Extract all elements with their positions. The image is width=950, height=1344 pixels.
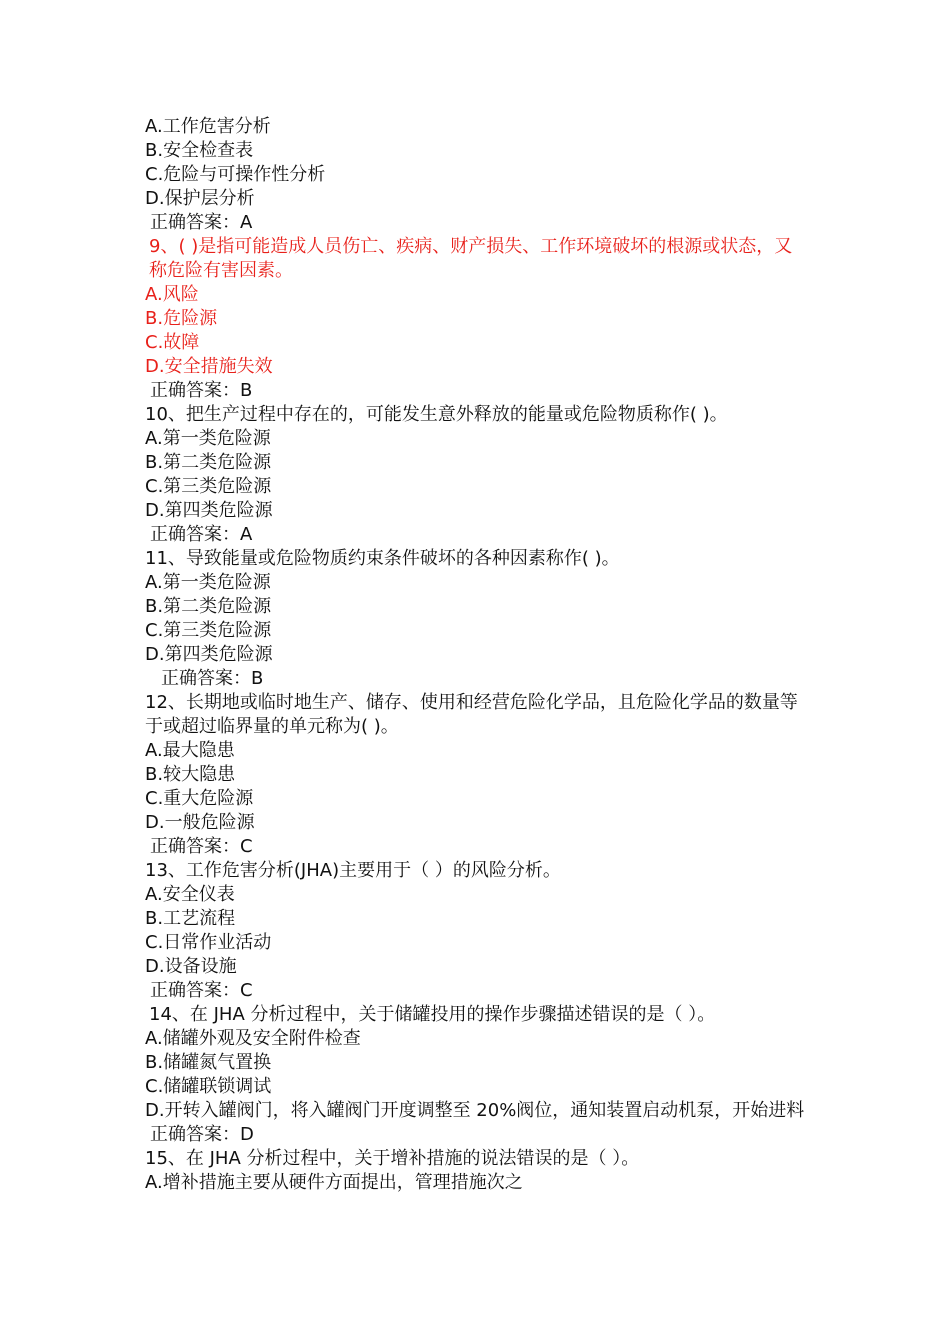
document-body <box>145 115 810 1195</box>
answer-option: C.日常作业活动 <box>145 932 272 953</box>
answer-option: A.风险 <box>145 284 199 305</box>
correct-answer: 正确答案：C <box>150 836 253 857</box>
answer-option: A.最大隐患 <box>145 740 235 761</box>
question-text: 12、长期地或临时地生产、储存、使用和经营危险化学品，且危险化学品的数量等于或超过临界量的单元称为( )。 <box>145 692 798 737</box>
correct-answer: 正确答案：B <box>161 668 264 689</box>
answer-option: B.危险源 <box>145 308 218 329</box>
question-text: 10、把生产过程中存在的，可能发生意外释放的能量或危险物质称作( )。 <box>145 404 728 425</box>
answer-option: A.工作危害分析 <box>145 116 271 137</box>
answer-option: C.故障 <box>145 332 200 353</box>
correct-answer: 正确答案：A <box>150 524 253 545</box>
answer-option: C.第三类危险源 <box>145 476 272 497</box>
answer-option: B.较大隐患 <box>145 764 236 785</box>
answer-option: C.储罐联锁调试 <box>145 1076 272 1097</box>
answer-option: A.增补措施主要从硬件方面提出，管理措施次之 <box>145 1172 523 1193</box>
answer-option: D.保护层分析 <box>145 188 255 209</box>
answer-option: A.第一类危险源 <box>145 572 271 593</box>
answer-option: D.第四类危险源 <box>145 500 273 521</box>
answer-option: D.开转入罐阀门，将入罐阀门开度调整至 20%阀位，通知装置启动机泵，开始进料 <box>145 1100 805 1121</box>
question-text: 11、导致能量或危险物质约束条件破坏的各种因素称作( )。 <box>145 548 620 569</box>
correct-answer: 正确答案：A <box>150 212 253 233</box>
answer-option: B.第二类危险源 <box>145 452 272 473</box>
answer-option: A.第一类危险源 <box>145 428 271 449</box>
answer-option: D.设备设施 <box>145 956 237 977</box>
answer-option: C.危险与可操作性分析 <box>145 164 326 185</box>
answer-option: B.第二类危险源 <box>145 596 272 617</box>
question-text: 13、工作危害分析(JHA)主要用于（ ）的风险分析。 <box>145 860 561 881</box>
correct-answer: 正确答案：D <box>150 1124 254 1145</box>
answer-option: A.安全仪表 <box>145 884 235 905</box>
answer-option: C.重大危险源 <box>145 788 254 809</box>
question-text: 9、( )是指可能造成人员伤亡、疾病、财产损失、工作环境破坏的根源或状态，又称危险有害因素。 <box>149 236 793 281</box>
answer-option: D.第四类危险源 <box>145 644 273 665</box>
answer-option: B.工艺流程 <box>145 908 236 929</box>
answer-option: D.安全措施失效 <box>145 356 273 377</box>
correct-answer: 正确答案：B <box>150 380 253 401</box>
question-text: 14、在 JHA 分析过程中，关于储罐投用的操作步骤描述错误的是（ ）。 <box>149 1004 716 1025</box>
question-text: 15、在 JHA 分析过程中，关于增补措施的说法错误的是（ ）。 <box>145 1148 640 1169</box>
answer-option: C.第三类危险源 <box>145 620 272 641</box>
answer-option: A.储罐外观及安全附件检查 <box>145 1028 361 1049</box>
answer-option: D.一般危险源 <box>145 812 255 833</box>
correct-answer: 正确答案：C <box>150 980 253 1001</box>
answer-option: B.安全检查表 <box>145 140 254 161</box>
answer-option: B.储罐氮气置换 <box>145 1052 272 1073</box>
